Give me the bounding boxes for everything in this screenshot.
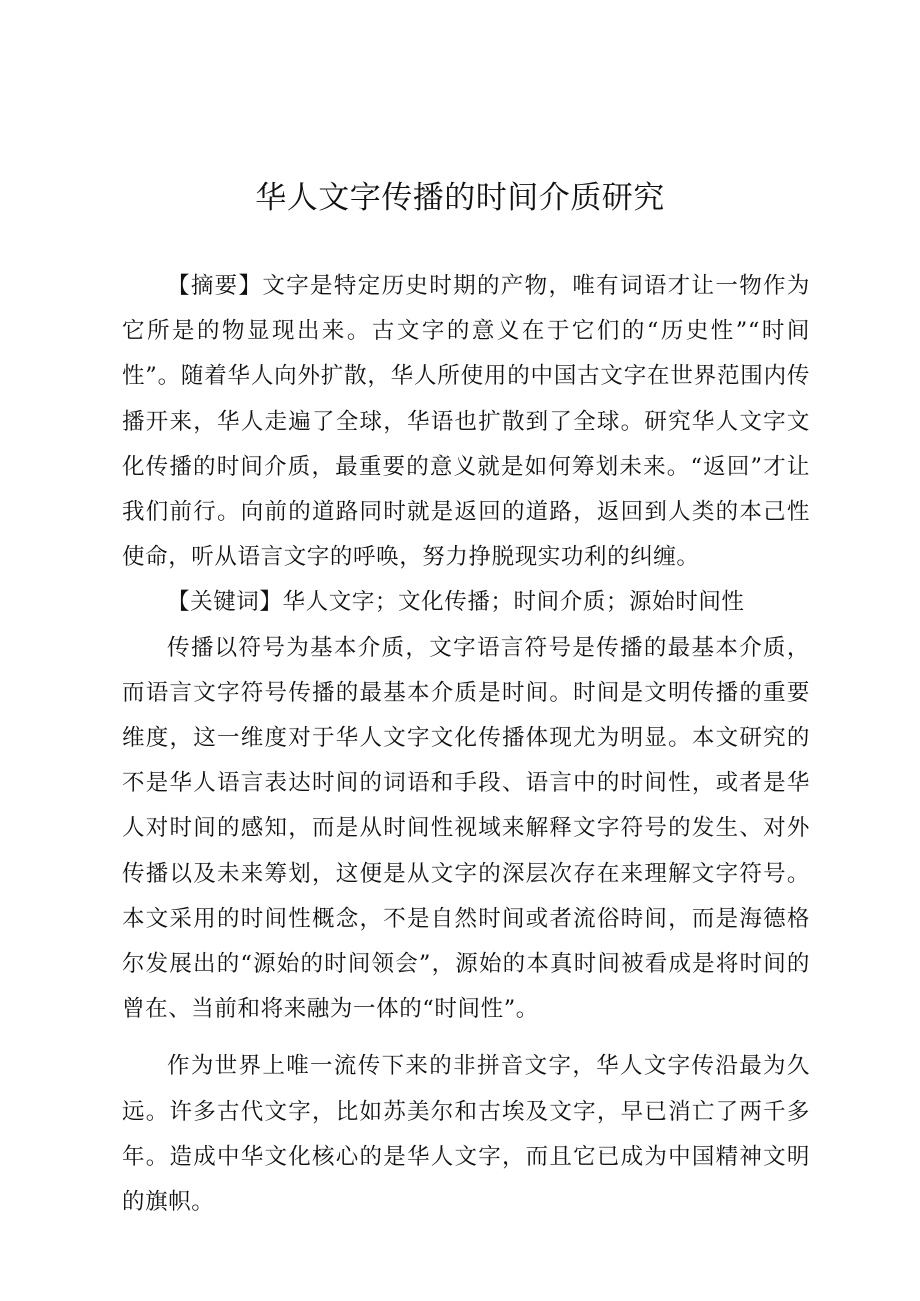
abstract-text: 文字是特定历史时期的产物，唯有词语才让一物作为它所是的物显现出来。古文字的意义在于它们的“历史性”“时间性”。随着华人向外扩散，华人所使用的中国古文字在世界范围内传播开来，华人走遍了全球，华语也扩散到了全球。研究华人文字文化传播的时间介质，最重要的意义就是如何筹划未来。“返回”才让我们前行。向前的道路同时就是返回的道路，返回到人类的本己性使命，听从语言文字的呼唤，努力挣脱现实功利的纠缠。 [122, 273, 810, 571]
keywords-label: 【关键词】 [167, 589, 283, 616]
document-title: 华人文字传播的时间介质研究 [255, 180, 665, 216]
keywords-paragraph [122, 580, 810, 625]
abstract-paragraph [122, 264, 810, 580]
body-paragraph-1: 传播以符号为基本介质，文字语言符号是传播的最基本介质，而语言文字符号传播的最基本介质是时间。时间是文明传播的重要维度，这一维度对于华人文字文化传播体现尤为明显。本文研究的不是华人语言表达时间的词语和手段、语言中的时间性，或者是华人对时间的感知，而是从时间性视域来解释文字符号的发生、对外传播以及未来筹划，这便是从文字的深层次存在来理解文字符号。本文采用的时间性概念，不是自然时间或者流俗時间，而是海德格尔发展出的“源始的时间领会”，源始的本真时间被看成是将时间的曾在、当前和将来融为一体的“时间性”。 [122, 634, 810, 1023]
document-body [122, 264, 810, 1225]
abstract-label: 【摘要】 [167, 273, 263, 299]
body-paragraph-2: 作为世界上唯一流传下来的非拼音文字，华人文字传沿最为久远。许多古代文字，比如苏美尔和古埃及文字，早已消亡了两千多年。造成中华文化核心的是华人文字，而且它已成为中国精神文明的旗帜。 [122, 1053, 810, 1216]
keywords-text: 华人文字；文化传播；时间介质；源始时间性 [282, 589, 745, 616]
